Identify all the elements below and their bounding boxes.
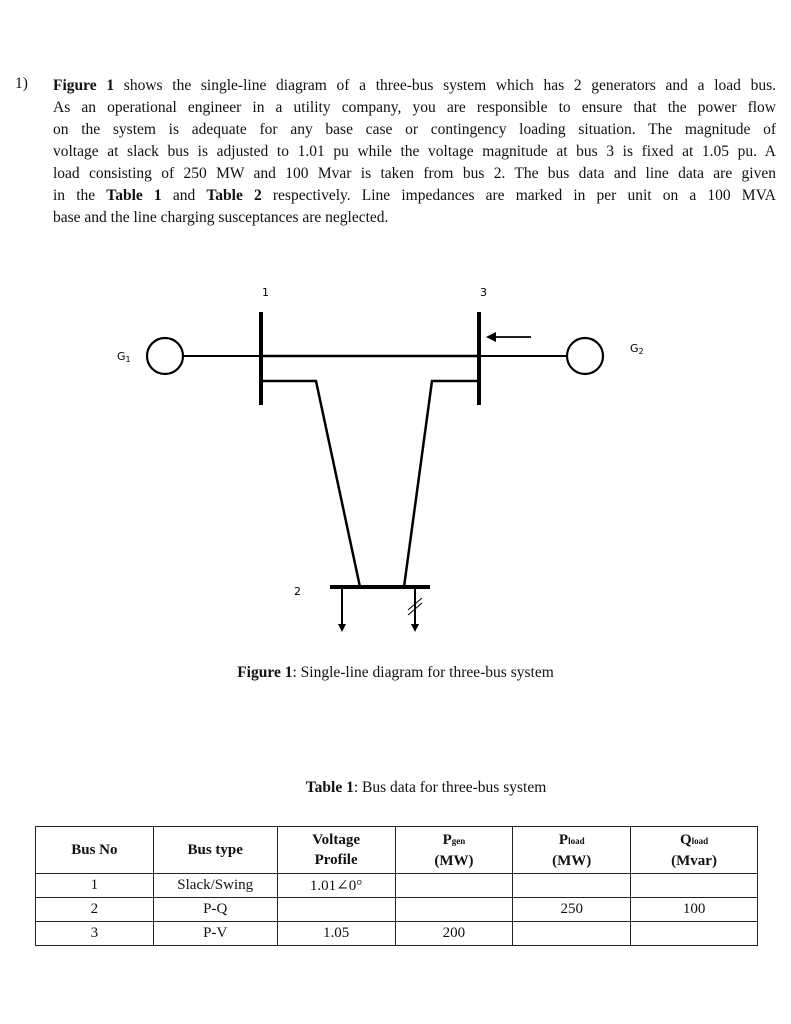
table-header-row <box>36 827 758 874</box>
generator-2-symbol <box>567 338 603 374</box>
cell-pload: 250 <box>513 898 631 922</box>
bus-2-label: 2 <box>294 585 301 598</box>
load-q-arrow-icon <box>411 624 419 632</box>
cell-pgen: 200 <box>395 922 513 946</box>
cell-pload <box>513 922 631 946</box>
table-row <box>36 898 758 922</box>
table-caption: Table 1: Bus data for three-bus system <box>305 779 547 796</box>
line-1-2 <box>261 381 360 587</box>
paragraph-line: As an operational engineer in a utility company, you are responsible to ensure that the power flow <box>53 99 776 116</box>
paragraph-line: Figure 1 shows the single-line diagram of a three-bus system which has 2 generators and a load bus. <box>53 77 777 94</box>
cell-qload <box>631 922 758 946</box>
generator-1-label: G1 <box>117 350 131 364</box>
cell-voltage: 1.01∠0° <box>277 874 395 898</box>
header-bus-type: Bus type <box>153 827 277 874</box>
bus-data-table <box>35 826 758 946</box>
question-number: 1) <box>15 75 28 92</box>
generator-1-symbol <box>147 338 183 374</box>
cell-bus-no: 2 <box>36 898 154 922</box>
cell-bus-type: P-Q <box>153 898 277 922</box>
load-p-arrow-icon <box>338 624 346 632</box>
header-pload: Pload (MW) <box>513 827 631 874</box>
cell-voltage <box>277 898 395 922</box>
cell-qload <box>631 874 758 898</box>
figure-caption: Figure 1: Single-line diagram for three-bus system <box>237 664 554 681</box>
cell-bus-no: 1 <box>36 874 154 898</box>
paragraph-line: load consisting of 250 MW and 100 Mvar is taken from bus 2. The bus data and line data are given <box>53 165 776 182</box>
bus-1-label: 1 <box>262 286 269 299</box>
line-3-2 <box>404 381 479 587</box>
header-qload: Qload (Mvar) <box>631 827 758 874</box>
paragraph-line: base and the line charging susceptances are neglected. <box>53 209 389 226</box>
arrow-left-icon <box>486 332 496 342</box>
cell-pgen <box>395 898 513 922</box>
table-row <box>36 874 758 898</box>
cell-pload <box>513 874 631 898</box>
cell-bus-type: P-V <box>153 922 277 946</box>
paragraph-line: voltage at slack bus is adjusted to 1.01 pu while the voltage magnitude at bus 3 is fixed at 1.05 pu. A <box>53 143 776 160</box>
bus-3-label: 3 <box>480 286 487 299</box>
header-bus-no: Bus No <box>36 827 154 874</box>
cell-pgen <box>395 874 513 898</box>
header-voltage-profile: Voltage Profile <box>277 827 395 874</box>
paragraph-line: on the system is adequate for any base case or contingency loading situation. The magnitude of <box>53 121 776 138</box>
question-paragraph <box>53 75 776 229</box>
cell-bus-type: Slack/Swing <box>153 874 277 898</box>
cell-voltage: 1.05 <box>277 922 395 946</box>
header-pgen: Pgen (MW) <box>395 827 513 874</box>
cell-bus-no: 3 <box>36 922 154 946</box>
table-row <box>36 922 758 946</box>
single-line-diagram <box>0 270 791 640</box>
paragraph-line: in the Table 1 and Table 2 respectively. Line impedances are marked in per unit on a 100 MVA <box>53 187 776 204</box>
generator-2-label: G2 <box>630 342 644 356</box>
cell-qload: 100 <box>631 898 758 922</box>
